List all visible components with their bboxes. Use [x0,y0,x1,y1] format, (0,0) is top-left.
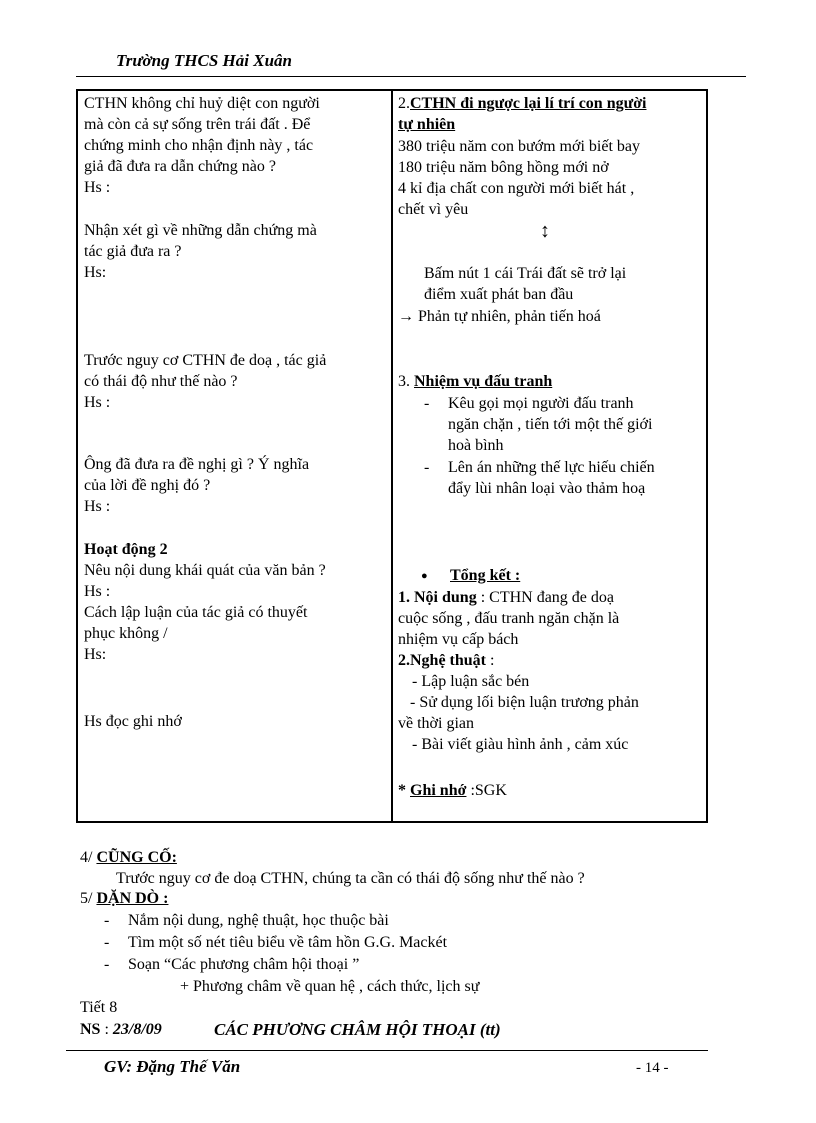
text-line: về thời gian [398,715,474,732]
activity-2 [84,539,384,665]
task-item-2 [448,457,704,499]
student-answer: Hs: [84,646,107,663]
student-answer: Hs : [84,394,111,411]
text-line: 180 triệu năm bông hồng mới nở [398,159,609,176]
summary-title: Tổng kết : [450,567,521,584]
homework-heading [80,888,168,909]
text-line: 4 kỉ địa chất con người mới biết hát , [398,180,635,197]
ns-separator: : [100,1021,113,1038]
question-4 [84,454,384,517]
memo-line [398,780,507,801]
period-label: Tiết 8 [80,999,118,1016]
text-line: Trước nguy cơ CTHN đe doạ , tác giả [84,352,327,369]
school-header: Trường THCS Hải Xuân [116,51,292,70]
text-line: giả đã đưa ra dẫn chứng nào ? [84,158,276,175]
text-line: Lên án những thế lực hiếu chiến [448,459,655,476]
student-answer: Hs : [84,583,111,600]
title-text: CTHN đi ngược lại lí trí con người [410,95,647,112]
text-line: : [486,652,495,669]
section-3 [398,371,704,392]
dash-bullet: - [424,459,430,476]
consolidation-question: Trước nguy cơ đe doạ CTHN, chúng ta cần có thái độ sống như thế nào ? [116,870,585,887]
text-line: - Bài viết giàu hình ảnh , cảm xúc [412,736,629,753]
title-text: CŨNG CỐ: [96,849,177,866]
text-line: đẩy lùi nhân loại vào thảm hoạ [448,480,646,497]
text-line: 380 triệu năm con bướm mới biết bay [398,138,640,155]
dash-bullet: - [104,934,110,951]
star-mark: * [398,782,410,799]
text-line: phục không / [84,625,168,642]
consolidation-heading [80,847,177,868]
homework-item: Tìm một số nét tiêu biểu về tâm hồn G.G. Mackét [128,934,448,951]
ns-label: NS [80,1021,101,1038]
text-line: Nhận xét gì về những dẫn chứng mà [84,222,317,239]
art-heading [398,650,704,671]
table-divider [391,89,393,823]
section-3-title [398,371,704,392]
section-2 [398,93,704,220]
result-line: → Phản tự nhiên, phản tiến hoá [398,308,601,325]
text-line: Bấm nút 1 cái Trái đất sẽ trở lại [424,265,627,282]
text-line: Ông đã đưa ra đề nghị gì ? Ý nghĩa [84,456,310,473]
dash-bullet: - [104,912,110,929]
text-line: Nêu nội dung khái quát của văn bản ? [84,562,326,579]
text-line: hoà bình [448,437,504,454]
text-line: nhiệm vụ cấp bách [398,631,519,648]
question-2 [84,220,384,283]
content-label: 1. Nội dung [398,589,477,606]
button-consequence [424,263,704,305]
lesson-heading [80,1019,162,1040]
text-line: Kêu gọi mọi người đấu tranh [448,395,634,412]
text-line: :SGK [466,782,507,799]
bullet-dot-icon: ● [421,570,428,582]
dash-bullet: - [424,395,430,412]
question-1 [84,93,384,198]
text-line: CTHN không chỉ huỷ diệt con người [84,95,320,112]
section-number: 3. [398,373,414,390]
text-line: ngăn chặn , tiến tới một thế giới [448,416,653,433]
teacher-name: GV: Đặng Thế Văn [104,1057,241,1076]
student-answer: Hs: [84,264,107,281]
dash-bullet: - [104,956,110,973]
ns-date: 23/8/09 [112,1021,162,1038]
memo-label: Ghi nhớ [410,782,467,799]
text-line: - Sử dụng lối biện luận trương phản [410,694,639,711]
student-answer: Hs : [84,498,111,515]
section-number: 5/ [80,890,97,907]
section-2-title [398,93,704,114]
text-line: của lời đề nghị đó ? [84,477,211,494]
text-line: - Lập luận sắc bén [412,673,530,690]
text-line: chết vì yêu [398,201,469,218]
art-label: 2.Nghệ thuật [398,652,487,669]
section-number: 2. [398,95,410,112]
summary-content [398,587,704,755]
header-rule [76,76,746,77]
page-number: - 14 - [636,1060,669,1076]
read-memo: Hs đọc ghi nhớ [84,713,182,730]
question-3 [84,350,384,413]
activity-title: Hoạt động 2 [84,541,168,558]
footer-rule [66,1050,708,1051]
title-text: DẶN DÒ : [96,890,169,907]
text-line: chứng minh cho nhận định này , tác [84,137,314,154]
up-down-arrow-icon: ↕ [540,220,550,242]
homework-item: Soạn “Các phương châm hội thoại ” [128,956,360,973]
text-line: cuộc sống , đấu tranh ngăn chặn là [398,610,620,627]
text-line: Cách lập luận của tác giả có thuyết [84,604,308,621]
text-line: tác giả đưa ra ? [84,243,182,260]
task-item-1 [448,393,704,456]
title-text: tự nhiên [398,116,456,133]
text-line: có thái độ như thế nào ? [84,373,238,390]
homework-subitem: + Phương châm về quan hệ , cách thức, lịch sự [180,978,480,995]
homework-item: Nắm nội dung, nghệ thuật, học thuộc bài [128,912,389,929]
text-line: điểm xuất phát ban đầu [424,286,574,303]
content-heading [398,587,704,608]
text-line: mà còn cả sự sống trên trái đất . Để [84,116,311,133]
title-text: Nhiệm vụ đấu tranh [414,373,553,390]
section-number: 4/ [80,849,97,866]
student-answer: Hs : [84,179,111,196]
lesson-title: CÁC PHƯƠNG CHÂM HỘI THOẠI (tt) [214,1020,501,1039]
text-line: : CTHN đang đe doạ [476,589,615,606]
